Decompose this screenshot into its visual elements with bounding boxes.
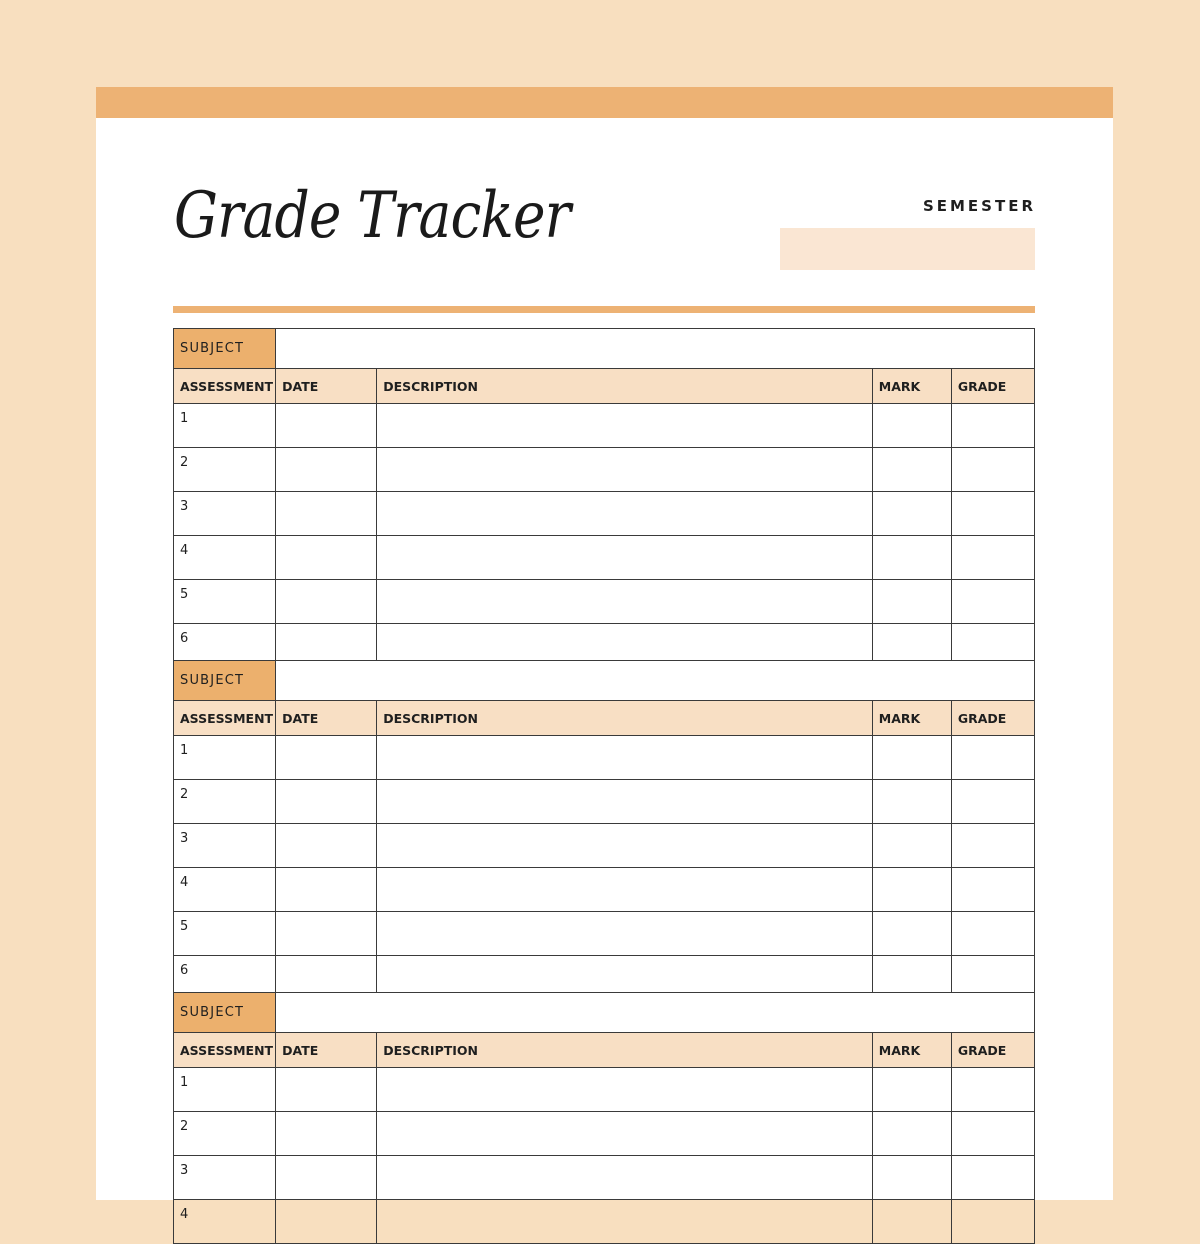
- page-title: Grade Tracker: [174, 179, 571, 253]
- cell-mark[interactable]: [872, 1112, 951, 1156]
- column-header-grade: GRADE: [951, 369, 1034, 404]
- column-header-mark: MARK: [872, 1033, 951, 1068]
- subject-row: [174, 993, 1035, 1033]
- table-row: [174, 1112, 1035, 1156]
- subject-label: SUBJECT: [174, 993, 276, 1033]
- assessment-number: 6: [174, 624, 276, 668]
- cell-grade[interactable]: [951, 536, 1034, 580]
- cell-mark[interactable]: [872, 1200, 951, 1244]
- cell-grade[interactable]: [951, 736, 1034, 780]
- cell-mark[interactable]: [872, 868, 951, 912]
- cell-mark[interactable]: [872, 492, 951, 536]
- table-row: [174, 868, 1035, 912]
- column-header-assessment: ASSESSMENT: [174, 1033, 276, 1068]
- table-row: [174, 1068, 1035, 1112]
- column-header-mark: MARK: [872, 369, 951, 404]
- cell-date[interactable]: [276, 1068, 377, 1112]
- cell-date[interactable]: [276, 736, 377, 780]
- cell-mark[interactable]: [872, 1156, 951, 1200]
- table-row: [174, 536, 1035, 580]
- cell-date[interactable]: [276, 780, 377, 824]
- cell-mark[interactable]: [872, 1068, 951, 1112]
- assessment-number: 2: [174, 1112, 276, 1156]
- table-row: [174, 824, 1035, 868]
- cell-mark[interactable]: [872, 404, 951, 448]
- cell-grade[interactable]: [951, 824, 1034, 868]
- semester-label: SEMESTER: [922, 197, 1036, 215]
- table-row: [174, 780, 1035, 824]
- column-header-grade: GRADE: [951, 1033, 1034, 1068]
- assessment-number: 1: [174, 404, 276, 448]
- cell-date[interactable]: [276, 1200, 377, 1244]
- cell-mark[interactable]: [872, 580, 951, 624]
- cell-date[interactable]: [276, 1112, 377, 1156]
- column-header-assessment: ASSESSMENT: [174, 369, 276, 404]
- column-header-date: DATE: [276, 701, 377, 736]
- top-accent-band: [96, 87, 1113, 118]
- assessment-number: 1: [174, 736, 276, 780]
- cell-date[interactable]: [276, 868, 377, 912]
- cell-description[interactable]: [377, 580, 873, 624]
- subject-row: [174, 329, 1035, 369]
- column-header-assessment: ASSESSMENT: [174, 701, 276, 736]
- table-row: [174, 580, 1035, 624]
- semester-field[interactable]: [780, 228, 1035, 270]
- cell-date[interactable]: [276, 404, 377, 448]
- cell-description[interactable]: [377, 448, 873, 492]
- cell-date[interactable]: [276, 448, 377, 492]
- subject-field[interactable]: [276, 661, 1035, 701]
- cell-description[interactable]: [377, 736, 873, 780]
- cell-grade[interactable]: [951, 404, 1034, 448]
- column-header-row: [174, 369, 1035, 404]
- cell-description[interactable]: [377, 1068, 873, 1112]
- assessment-number: 2: [174, 448, 276, 492]
- column-header-description: DESCRIPTION: [377, 1033, 873, 1068]
- column-header-row: [174, 1033, 1035, 1068]
- cell-description[interactable]: [377, 1112, 873, 1156]
- cell-grade[interactable]: [951, 492, 1034, 536]
- cell-description[interactable]: [377, 492, 873, 536]
- table-row: [174, 404, 1035, 448]
- cell-date[interactable]: [276, 824, 377, 868]
- grade-table: [173, 660, 1035, 1000]
- cell-date[interactable]: [276, 492, 377, 536]
- assessment-number: 5: [174, 580, 276, 624]
- cell-grade[interactable]: [951, 780, 1034, 824]
- column-header-date: DATE: [276, 369, 377, 404]
- table-row: [174, 448, 1035, 492]
- cell-mark[interactable]: [872, 912, 951, 956]
- cell-grade[interactable]: [951, 912, 1034, 956]
- assessment-number: 4: [174, 536, 276, 580]
- cell-description[interactable]: [377, 780, 873, 824]
- cell-grade[interactable]: [951, 580, 1034, 624]
- cell-description[interactable]: [377, 912, 873, 956]
- grade-table: [173, 328, 1035, 668]
- cell-mark[interactable]: [872, 780, 951, 824]
- cell-grade[interactable]: [951, 1156, 1034, 1200]
- assessment-number: 3: [174, 492, 276, 536]
- cell-date[interactable]: [276, 536, 377, 580]
- cell-grade[interactable]: [951, 1068, 1034, 1112]
- assessment-number: 5: [174, 912, 276, 956]
- cell-description[interactable]: [377, 824, 873, 868]
- assessment-number: 3: [174, 824, 276, 868]
- cell-date[interactable]: [276, 580, 377, 624]
- column-header-description: DESCRIPTION: [377, 701, 873, 736]
- cell-date[interactable]: [276, 1156, 377, 1200]
- table-row: [174, 492, 1035, 536]
- cell-mark[interactable]: [872, 448, 951, 492]
- table-row: [174, 1156, 1035, 1200]
- cell-description[interactable]: [377, 1156, 873, 1200]
- subject-field[interactable]: [276, 329, 1035, 369]
- header-divider: [173, 306, 1035, 313]
- column-header-mark: MARK: [872, 701, 951, 736]
- table-row: [174, 912, 1035, 956]
- cell-grade[interactable]: [951, 1112, 1034, 1156]
- assessment-number: 4: [174, 868, 276, 912]
- subject-row: [174, 661, 1035, 701]
- table-row: [174, 1200, 1035, 1244]
- column-header-row: [174, 701, 1035, 736]
- cell-date[interactable]: [276, 912, 377, 956]
- assessment-number: 2: [174, 780, 276, 824]
- cell-description[interactable]: [377, 536, 873, 580]
- cell-grade[interactable]: [951, 448, 1034, 492]
- document-page: [96, 87, 1113, 1222]
- table-row: [174, 736, 1035, 780]
- grade-table: [173, 992, 1035, 1244]
- cell-grade[interactable]: [951, 868, 1034, 912]
- subject-label: SUBJECT: [174, 661, 276, 701]
- assessment-number: 4: [174, 1200, 276, 1244]
- cell-mark[interactable]: [872, 736, 951, 780]
- assessment-number: 1: [174, 1068, 276, 1112]
- cell-mark[interactable]: [872, 536, 951, 580]
- assessment-number: 6: [174, 956, 276, 1000]
- cell-description[interactable]: [377, 404, 873, 448]
- column-header-description: DESCRIPTION: [377, 369, 873, 404]
- column-header-date: DATE: [276, 1033, 377, 1068]
- assessment-number: 3: [174, 1156, 276, 1200]
- cell-description[interactable]: [377, 868, 873, 912]
- subject-label: SUBJECT: [174, 329, 276, 369]
- cell-grade[interactable]: [951, 1200, 1034, 1244]
- cell-mark[interactable]: [872, 824, 951, 868]
- cell-description[interactable]: [377, 1200, 873, 1244]
- subject-field[interactable]: [276, 993, 1035, 1033]
- column-header-grade: GRADE: [951, 701, 1034, 736]
